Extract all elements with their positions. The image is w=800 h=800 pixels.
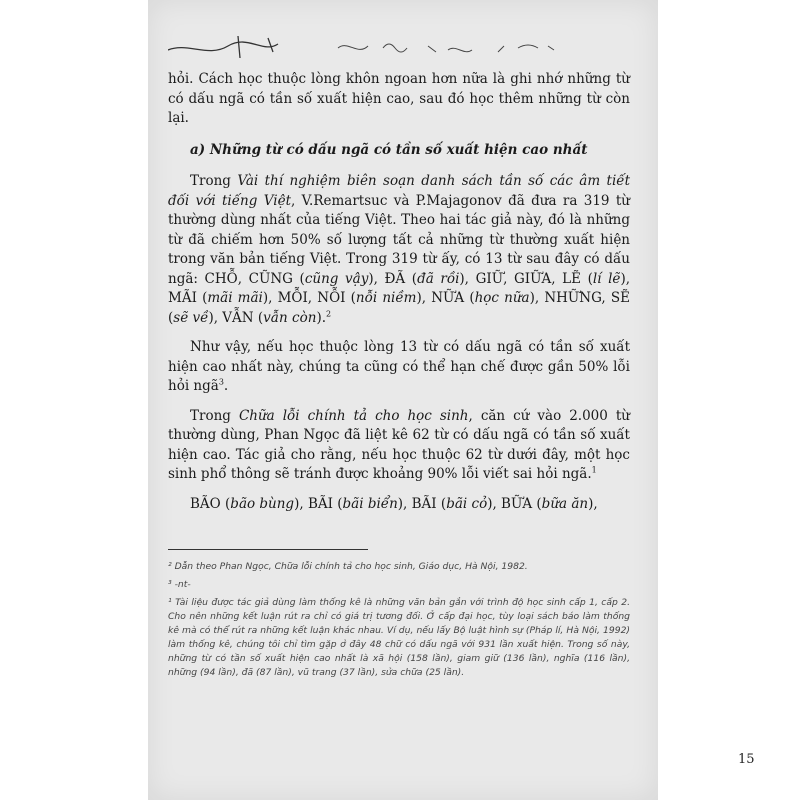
footnote-3: ¹ Tài liệu được tác giả dùng làm thống kê là những văn bản gắn với trình độ học sinh cấp 1, cấp 2. Cho nên những kết luận rút ra chỉ có giá trị tương đối. Ở cấp đại học, tùy loại sách báo làm thống kê mà có thể rút ra những kết luận khác nhau. Ví dụ, nếu lấy Bộ luật hình sự (Pháp lí, Hà Nội, 1992) làm thống kê, chúng tôi chỉ tìm gặp ở đây 48 chữ có dấu ngã với 931 lần xuất hiện. Trong số này, những từ có tần số xuất hiện cao nhất là xã hội (158 lần), giam giữ (136 lần), nghĩa (116 lần), những (94 lần), đã (87 lần), vũ trang (37 lần), sửa chữa (25 lần). [168, 597, 630, 678]
paragraph-2: Như vậy, nếu học thuộc lòng 13 từ có dấu ngã có tần số xuất hiện cao nhất này, chúng ta cũng có thể hạn chế được gần 50% lỗi hỏi ngã$^3$. [168, 339, 630, 394]
footnote-divider [168, 549, 368, 550]
footnote-2: ³ -nt- [168, 579, 191, 590]
handwritten-scribble [168, 30, 648, 70]
page-body [168, 70, 630, 524]
footnote-1: ² Dẫn theo Phan Ngọc, Chữa lỗi chính tả cho học sinh, Giáo dục, Hà Nội, 1982. [168, 561, 528, 572]
paragraph-1: Trong Vài thí nghiệm biên soạn danh sách tần số các âm tiết đối với tiếng Việt, V.Remartsuc và P.Majagonov đã đưa ra 319 từ thường dùng nhất của tiếng Việt. Theo hai tác giả này, đó là những từ đã chiếm hơn 50% số lượng tất cả những từ thường xuất hiện trong văn bản tiếng Việt. Trong 319 từ ấy, có 13 từ sau đây có dấu ngã: CHỖ, CŨNG (cũng vậy), ĐÃ (đã rồi), GIỮ, GIỮA, LẼ (lí lẽ), MÃI (mãi mãi), MỖI, NỖI (nỗi niềm), NỮA (học nữa), NHỮNG, SẼ (sẽ về), VẪN (vẫn còn).$^2$ [168, 173, 631, 326]
book-page [148, 0, 755, 800]
section-heading: a) Những từ có dấu ngã có tần số xuất hiện cao nhất [190, 141, 588, 158]
page-number: 15 [738, 752, 755, 767]
intro-paragraph: hỏi. Cách học thuộc lòng khôn ngoan hơn nữa là ghi nhớ những từ có dấu ngã có tần số xuất hiện cao, sau đó học thêm những từ còn lại. [168, 71, 630, 126]
paragraph-4: BÃO (bão bùng), BÃI (bãi biển), BÃI (bãi cỏ), BỮA (bữa ăn), [190, 495, 598, 512]
paragraph-3: Trong Chữa lỗi chính tả cho học sinh, căn cứ vào 2.000 từ thường dùng, Phan Ngọc đã liệt kê 62 từ có dấu ngã có tần số xuất hiện cao. Tác giả cho rằng, nếu học thuộc 62 từ dưới đây, một học sinh phổ thông sẽ tránh được khoảng 90% lỗi viết sai hỏi ngã.$^1$ [168, 407, 630, 482]
footnotes [168, 560, 630, 684]
